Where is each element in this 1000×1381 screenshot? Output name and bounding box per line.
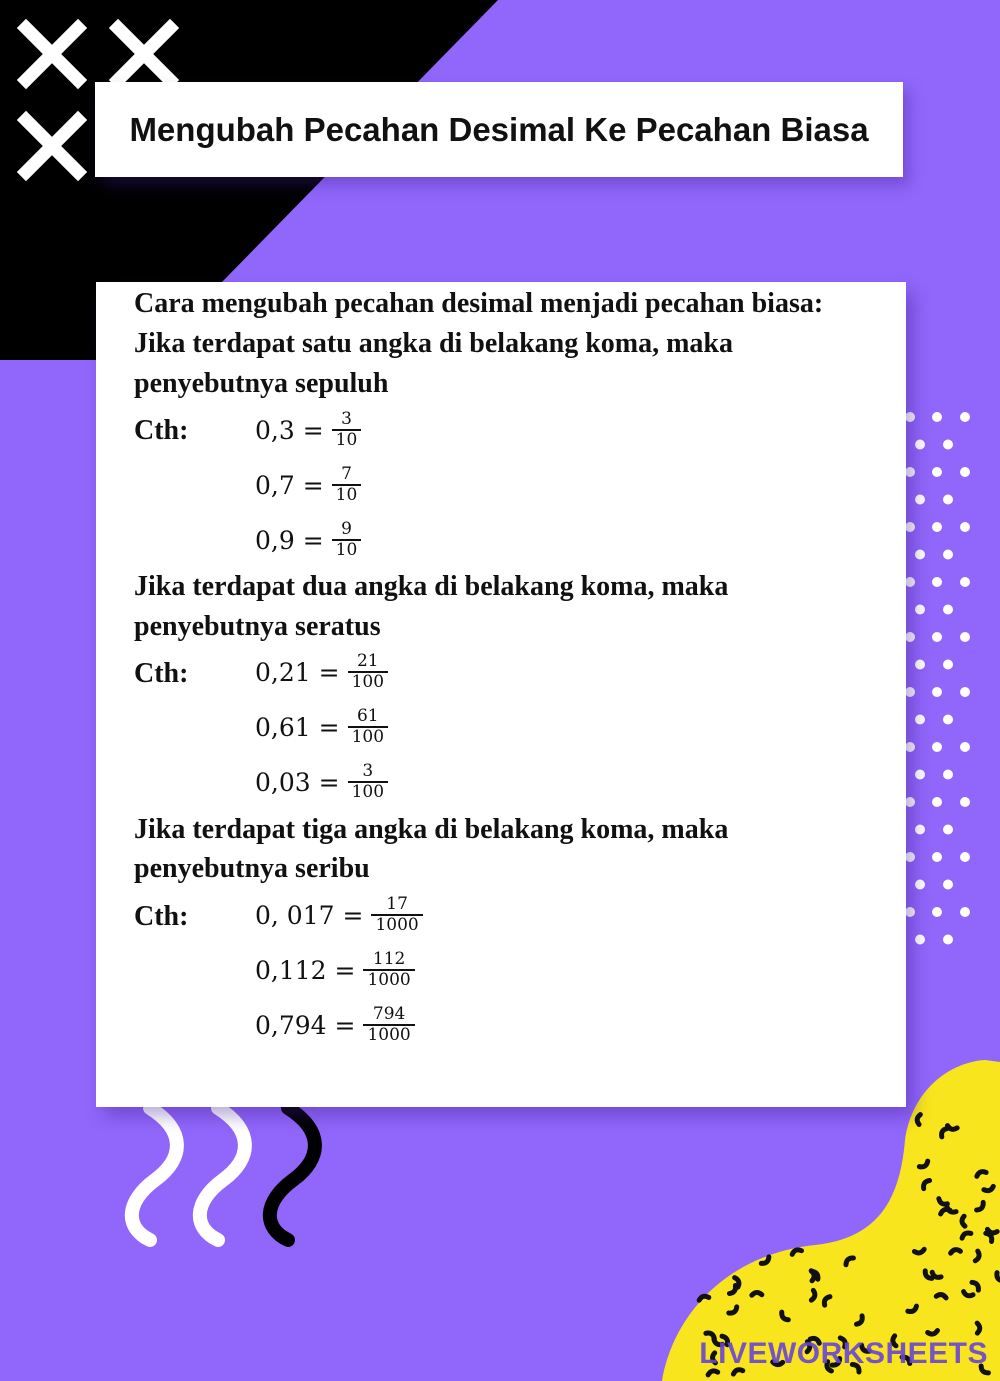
denominator: 100: [348, 671, 388, 692]
decor-dot: [932, 522, 942, 532]
decor-dot: [932, 797, 942, 807]
denominator: 10: [332, 484, 362, 505]
decor-dot: [915, 770, 925, 780]
decor-squiggle: [977, 1323, 980, 1333]
denominator: 10: [332, 429, 362, 450]
denominator: 100: [348, 781, 388, 802]
decor-dot: [943, 495, 953, 505]
rule-text-1-line-1: Jika terdapat satu angka di belakang koma, maka: [134, 328, 734, 359]
equals-sign: =: [334, 955, 356, 985]
rule-text-1-line-2: penyebutnya sepuluh: [134, 368, 389, 399]
decor-dot: [943, 880, 953, 890]
decor-dot: [960, 907, 970, 917]
numerator: 3: [362, 761, 374, 781]
equals-sign: =: [318, 712, 340, 742]
decor-dot: [932, 907, 942, 917]
numerator: 17: [386, 894, 408, 914]
decor-dot: [943, 550, 953, 560]
page-title: Mengubah Pecahan Desimal Ke Pecahan Biasa: [129, 110, 869, 148]
decor-dot: [943, 605, 953, 615]
content-card: [96, 282, 906, 1107]
equation: [255, 707, 388, 747]
equation: [255, 950, 415, 990]
decor-dot: [905, 467, 915, 477]
equals-sign: =: [334, 1010, 356, 1040]
equals-sign: =: [302, 470, 324, 500]
fraction: [348, 707, 388, 747]
decor-dot: [915, 605, 925, 615]
numerator: 3: [341, 409, 352, 429]
numerator: 112: [372, 949, 406, 969]
decor-dot: [915, 935, 925, 945]
decor-dot: [915, 550, 925, 560]
equation: [255, 652, 388, 692]
decimal-value: 0,794: [255, 1010, 327, 1040]
fraction: [332, 465, 362, 505]
example-label-1: Cth:: [134, 415, 189, 446]
equals-sign: =: [342, 900, 364, 930]
decor-dot: [915, 880, 925, 890]
denominator: 10: [332, 539, 362, 560]
equals-sign: =: [302, 525, 324, 555]
denominator: 1000: [371, 914, 422, 935]
denominator: 1000: [363, 1024, 414, 1045]
decor-dot: [943, 440, 953, 450]
liveworksheets-watermark: LIVEWORKSHEETS: [699, 1337, 988, 1370]
decor-dot: [915, 660, 925, 670]
decor-dot: [943, 715, 953, 725]
decor-dot: [960, 797, 970, 807]
fraction: [332, 520, 362, 560]
rule-text-3-line-2: penyebutnya seribu: [134, 853, 370, 884]
decor-squiggle: [962, 1216, 965, 1226]
decimal-value: 0,3: [255, 415, 295, 445]
numerator: 9: [341, 519, 352, 539]
decor-dot: [932, 467, 942, 477]
decor-dot: [915, 495, 925, 505]
decimal-value: 0,61: [255, 712, 311, 742]
decor-dot: [932, 742, 942, 752]
fraction: [348, 652, 388, 692]
equation: [255, 895, 423, 935]
decor-dot: [960, 412, 970, 422]
decor-dot: [905, 577, 915, 587]
decor-dot: [960, 742, 970, 752]
decor-dot: [932, 632, 942, 642]
decor-dot: [943, 660, 953, 670]
dot-grid-decoration: [905, 412, 970, 945]
fraction: [348, 762, 388, 802]
decor-dot: [932, 852, 942, 862]
equation: [255, 762, 388, 802]
decor-dot: [932, 577, 942, 587]
decor-dot: [905, 797, 915, 807]
decimal-value: 0, 017: [255, 900, 335, 930]
numerator: 21: [356, 651, 379, 671]
decor-dot: [943, 770, 953, 780]
decimal-value: 0,9: [255, 525, 295, 555]
decor-dot: [960, 632, 970, 642]
decimal-value: 0,7: [255, 470, 295, 500]
equation: [255, 520, 361, 560]
decor-dot: [915, 440, 925, 450]
decor-dot: [960, 577, 970, 587]
decor-dot: [905, 687, 915, 697]
decor-dot: [915, 825, 925, 835]
equals-sign: =: [318, 767, 340, 797]
decor-dot: [960, 467, 970, 477]
equation: [255, 465, 361, 505]
numerator: 7: [341, 464, 352, 484]
equals-sign: =: [318, 657, 340, 687]
decor-dot: [943, 935, 953, 945]
decimal-value: 0,03: [255, 767, 311, 797]
decor-dot: [932, 412, 942, 422]
fraction: [363, 1005, 414, 1045]
rule-text-2-line-1: Jika terdapat dua angka di belakang koma, maka: [134, 571, 729, 602]
equals-sign: =: [302, 415, 324, 445]
numerator: 794: [372, 1004, 406, 1024]
equation: [255, 1005, 415, 1045]
fraction: [371, 895, 422, 935]
decimal-value: 0,112: [255, 955, 327, 985]
example-label-2: Cth:: [134, 658, 189, 689]
decor-dot: [932, 687, 942, 697]
decor-dot: [905, 522, 915, 532]
decor-dot: [960, 852, 970, 862]
decor-dot: [943, 825, 953, 835]
decor-dot: [915, 715, 925, 725]
decor-dot: [905, 632, 915, 642]
numerator: 61: [356, 706, 379, 726]
rule-text-2-line-2: penyebutnya seratus: [134, 611, 381, 642]
example-label-3: Cth:: [134, 901, 189, 932]
rule-text-3-line-1: Jika terdapat tiga angka di belakang koma, maka: [134, 814, 729, 845]
decimal-value: 0,21: [255, 657, 311, 687]
equation: [255, 410, 361, 450]
title-card: [95, 82, 903, 177]
decor-dot: [960, 522, 970, 532]
decor-dot: [905, 742, 915, 752]
fraction: [363, 950, 414, 990]
intro-text: Cara mengubah pecahan desimal menjadi pecahan biasa:: [134, 288, 824, 319]
decor-squiggle: [811, 1271, 814, 1281]
denominator: 100: [348, 726, 388, 747]
wavy-lines-decoration: [132, 1108, 315, 1240]
denominator: 1000: [363, 969, 414, 990]
decor-dot: [905, 907, 915, 917]
decor-dot: [905, 852, 915, 862]
fraction: [332, 410, 362, 450]
decor-squiggle: [752, 1292, 762, 1295]
decor-dot: [960, 687, 970, 697]
decor-dot: [905, 412, 915, 422]
